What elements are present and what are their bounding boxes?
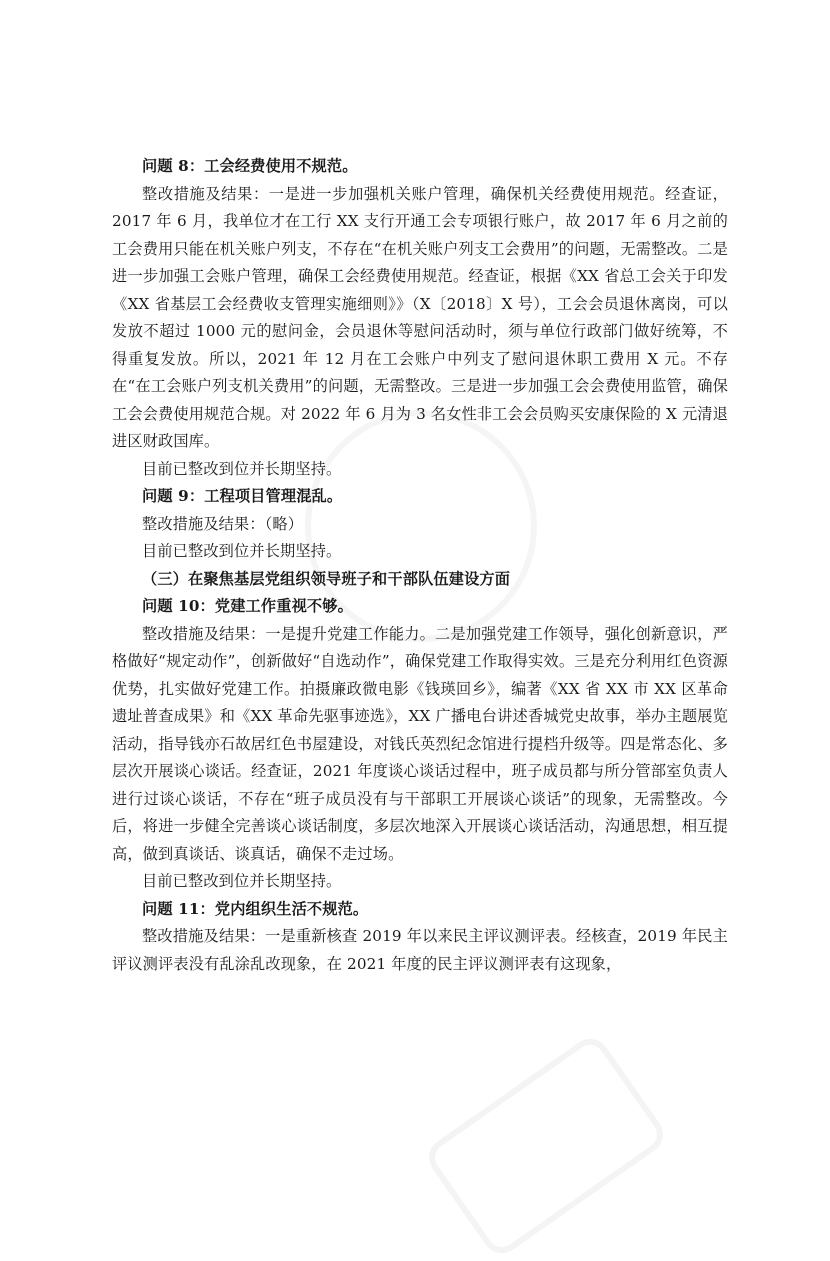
issue-9-heading: 问题 9：工程项目管理混乱。 [142,487,343,505]
document-body [112,153,728,978]
issue-9-status: 目前已整改到位并长期坚持。 [142,542,342,560]
issue-8-heading: 问题 8：工会经费使用不规范。 [142,157,358,175]
issue-10-measures: 整改措施及结果：一是提升党建工作能力。二是加强党建工作领导，强化创新意识，严格做好“规定动作”，创新做好“自选动作”，确保党建工作取得实效。三是充分利用红色资源优势，扎实做好党建工作。拍摄廉政微电影《钱瑛回乡》，编著《XX 省 XX 市 XX 区革命遗址普查成果》和《XX 革命先驱事迹选》，XX 广播电台讲述香城党史故事，举办主题展览活动，指导钱亦石故居红色书屋建设，对钱氏英烈纪念馆进行提档升级等。四是常态化、多层次开展谈心谈话。经查证，2021 年度谈心谈话过程中，班子成员都与所分管部室负责人进行过谈心谈话，不存在“班子成员没有与干部职工开展谈心谈话”的现象，无需整改。今后，将进一步健全完善谈心谈话制度，多层次地深入开展谈心谈话活动，沟通思想，相互提高，做到真谈话、谈真话，确保不走过场。 [112,624,728,863]
section-3-heading: （三）在聚焦基层党组织领导班子和干部队伍建设方面 [142,569,511,588]
issue-11-measures: 整改措施及结果：一是重新核查 2019 年以来民主评议测评表。经核查，2019 年民主评议测评表没有乱涂乱改现象，在 2021 年度的民主评议测评表有这现象， [112,927,728,973]
issue-8-status: 目前已整改到位并长期坚持。 [142,459,342,478]
issue-11-heading: 问题 11：党内组织生活不规范。 [142,899,369,918]
watermark-stamp [421,1031,670,1261]
issue-10-heading: 问题 10：党建工作重视不够。 [142,597,353,615]
issue-8-measures: 整改措施及结果：一是进一步加强机关账户管理，确保机关经费使用规范。经查证，2017 年 6 月，我单位才在工行 XX 支行开通工会专项银行账户，故 2017 年 6 月之前的工会费用只能在机关账户列支，不存在“在机关账户列支工会费用”的问题，无需整改。二是进一步加强工会账户管理，确保工会经费使用规范。经查证，根据《XX 省总工会关于印发《XX 省基层工会经费收支管理实施细则》》（X〔2018〕X 号），工会会员退休离岗，可以发放不超过 1000 元的慰问金，会员退休等慰问活动时，须与单位行政部门做好统筹，不得重复发放。所以，2021 年 12 月在工会账户中列支了慰问退休职工费用 X 元。不存在“在工会账户列支机关费用”的问题，无需整改。三是进一步加强工会会费使用监管，确保工会会费使用规范合规。对 2022 年 6 月为 3 名女性非工会会员购买安康保险的 X 元清退进区财政国库。 [112,184,728,450]
issue-9-measures: 整改措施及结果：（略） [142,514,304,533]
issue-10-status: 目前已整改到位并长期坚持。 [142,872,342,890]
